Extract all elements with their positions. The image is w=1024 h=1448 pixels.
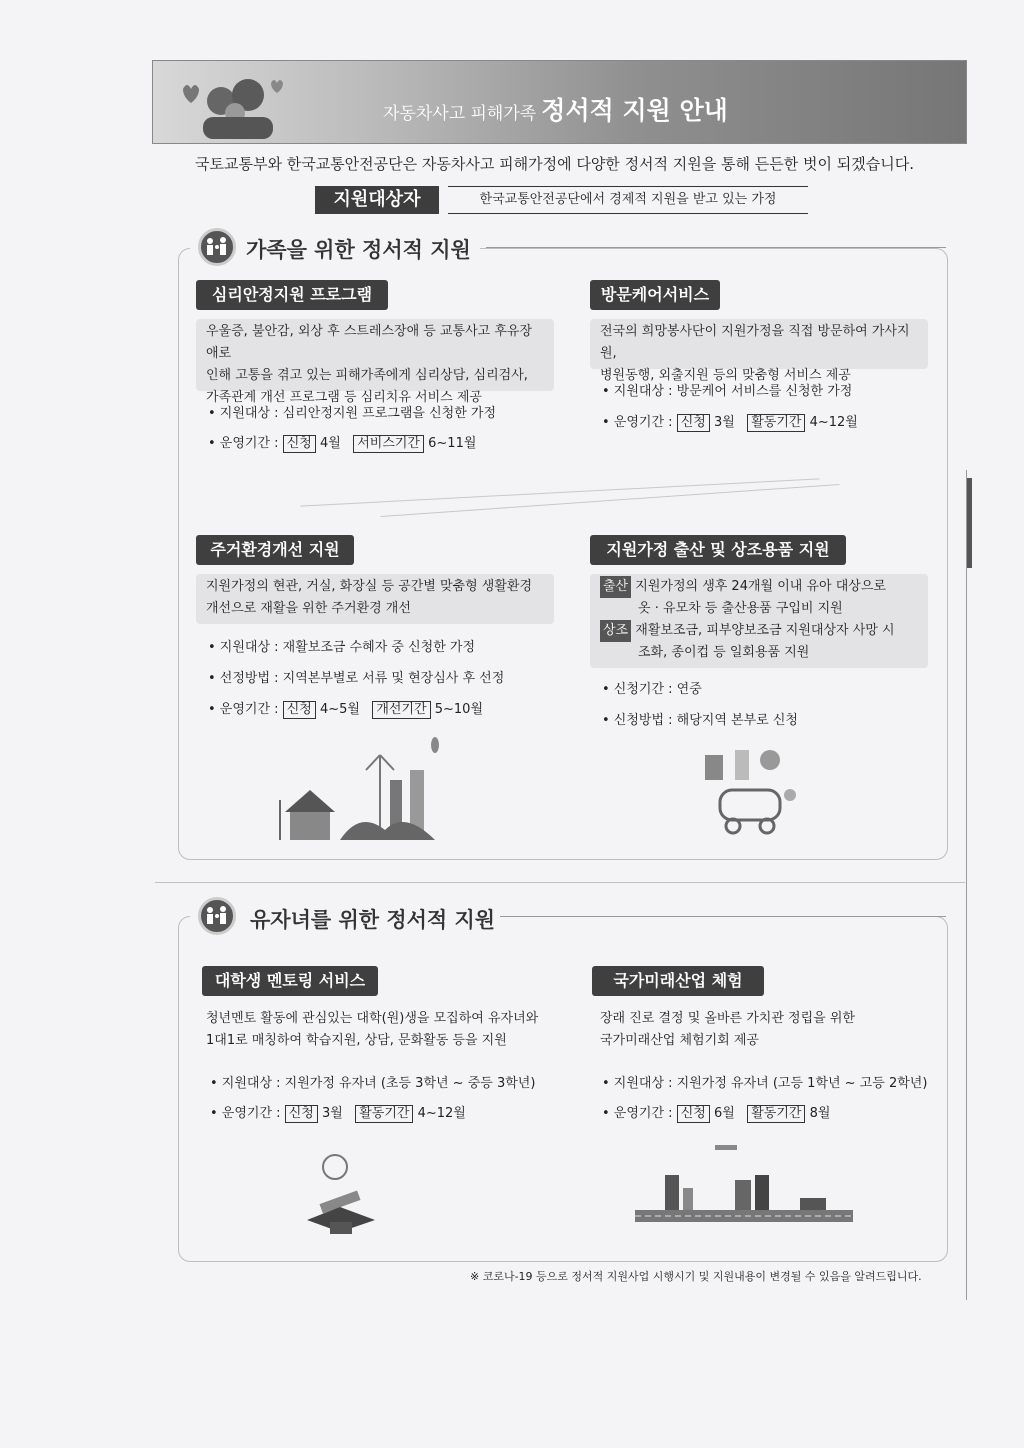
period-prefix: • 운영기간 : xyxy=(210,1106,281,1121)
period-prefix: • 운영기간 : xyxy=(208,436,279,451)
industry-title: 국가미래산업 체험 xyxy=(592,966,764,996)
funeral-tag: 상조 xyxy=(600,620,631,642)
psych-program-title: 심리안정지원 프로그램 xyxy=(196,280,388,310)
apply-tag: 신청 xyxy=(677,1105,710,1123)
housing-period xyxy=(208,698,483,719)
birth-funeral-title: 지원가정 출산 및 상조용품 지원 xyxy=(590,535,846,565)
apply-tag: 신청 xyxy=(283,435,316,453)
housing-title: 주거환경개선 지원 xyxy=(196,535,354,565)
funeral-line xyxy=(600,620,918,642)
apply-tag: 신청 xyxy=(677,414,710,432)
housing-desc-line: 지원가정의 현관, 거실, 화장실 등 공간별 맞춤형 생활환경 xyxy=(206,579,533,594)
birth-text-cont: 옷 · 유모차 등 출산용품 구입비 지원 xyxy=(638,601,843,616)
target-label: 지원대상자 xyxy=(315,186,439,214)
banner-title-small: 자동차사고 피해가족 xyxy=(383,104,537,124)
family-section-title: 가족을 위한 정서적 지원 xyxy=(246,238,471,262)
visit-care-desc xyxy=(590,319,928,383)
birth-tag: 출산 xyxy=(600,576,631,598)
apply-value: 6월 xyxy=(713,1106,735,1121)
activity-period-value: 4~12월 xyxy=(417,1106,466,1121)
visit-care-title: 방문케어서비스 xyxy=(590,280,720,310)
apply-value: 3월 xyxy=(321,1106,343,1121)
activity-period-tag: 활동기간 xyxy=(355,1105,413,1123)
psych-program-desc xyxy=(196,319,554,405)
intro-text: 국토교통부와 한국교통안전공단은 자동차사고 피해가정에 다양한 정서적 지원을 통해 든든한 벗이 되겠습니다. xyxy=(195,155,914,173)
housing-select: • 선정방법 : 지역본부별로 서류 및 현장심사 후 선정 xyxy=(208,671,505,686)
service-period-tag: 서비스기간 xyxy=(353,435,424,453)
apply-value: 4월 xyxy=(319,436,341,451)
family-illustration xyxy=(163,67,293,139)
industry-target: • 지원대상 : 지원가정 유자녀 (고등 1학년 ~ 고등 2학년) xyxy=(602,1076,928,1091)
industry-period xyxy=(602,1102,830,1123)
mentoring-desc xyxy=(196,1006,554,1056)
graduation-cap-illustration xyxy=(295,1142,395,1242)
banner-title-big: 정서적 지원 안내 xyxy=(541,96,728,125)
visit-desc-line: 병원동행, 외출지원 등의 맞춤형 서비스 제공 xyxy=(600,368,851,383)
housing-target: • 지원대상 : 재활보조금 수혜자 중 신청한 가정 xyxy=(208,640,476,655)
visit-period xyxy=(602,411,858,432)
activity-period-tag: 활동기간 xyxy=(747,1105,805,1123)
birth-line xyxy=(600,576,918,598)
period-prefix: • 운영기간 : xyxy=(208,702,279,717)
baby-goods-illustration xyxy=(695,740,805,840)
industry-desc xyxy=(590,1006,928,1056)
birth-apply-period: • 신청기간 : 연중 xyxy=(602,682,702,697)
industry-desc-line: 장래 진로 결정 및 올바른 가치관 정립을 위한 xyxy=(600,1011,855,1026)
activity-period-tag: 활동기간 xyxy=(747,414,805,432)
service-period-value: 6~11월 xyxy=(428,436,477,451)
birth-apply-method: • 신청방법 : 해당지역 본부로 신청 xyxy=(602,713,798,728)
family-section-rule xyxy=(486,247,946,248)
apply-value: 3월 xyxy=(713,415,735,430)
housing-desc-line: 개선으로 재활을 위한 주거환경 개선 xyxy=(206,601,411,616)
children-section-title: 유자녀를 위한 정서적 지원 xyxy=(250,908,496,932)
visit-desc-line: 전국의 희망봉사단이 지원가정을 직접 방문하여 가사지원, xyxy=(600,324,910,361)
birth-funeral-desc xyxy=(590,574,928,668)
period-prefix: • 운영기간 : xyxy=(602,415,673,430)
children-section-rule xyxy=(500,916,946,917)
banner-title xyxy=(383,91,728,127)
birth-text: 지원가정의 생후 24개월 이내 유아 대상으로 xyxy=(635,579,886,594)
apply-tag: 신청 xyxy=(285,1105,318,1123)
mentoring-desc-line: 1대1로 매칭하여 학습지원, 상담, 문화활동 등을 지원 xyxy=(206,1033,507,1048)
improve-period-value: 5~10월 xyxy=(434,702,483,717)
mentoring-desc-line: 청년멘토 활동에 관심있는 대학(원)생을 모집하여 유자녀와 xyxy=(206,1011,539,1026)
apply-tag: 신청 xyxy=(283,701,316,719)
target-description: 한국교통안전공단에서 경제적 지원을 받고 있는 가정 xyxy=(448,186,808,214)
mentoring-target: • 지원대상 : 지원가정 유자녀 (초등 3학년 ~ 중등 3학년) xyxy=(210,1076,536,1091)
psych-desc-line: 인해 고통을 겪고 있는 피해가족에게 심리상담, 심리검사, xyxy=(206,368,528,383)
mentoring-period xyxy=(210,1102,466,1123)
covid-notice: ※ 코로나-19 등으로 정서적 지원사업 시행시기 및 지원내용이 변경될 수 있음을 알려드립니다. xyxy=(470,1270,922,1283)
header-banner xyxy=(152,60,967,144)
activity-period-value: 8월 xyxy=(809,1106,831,1121)
housing-desc xyxy=(196,574,554,624)
house-factory-illustration xyxy=(270,730,470,845)
psych-period xyxy=(208,432,476,453)
psych-target: • 지원대상 : 심리안정지원 프로그램을 신청한 가정 xyxy=(208,406,497,421)
industry-desc-line: 국가미래산업 체험기회 제공 xyxy=(600,1033,759,1048)
period-prefix: • 운영기간 : xyxy=(602,1106,673,1121)
funeral-text: 재활보조금, 피부양보조금 지원대상자 사망 시 xyxy=(635,623,895,638)
psych-desc-line: 우울증, 불안감, 외상 후 스트레스장애 등 교통사고 후유장애로 xyxy=(206,324,533,361)
children-icon xyxy=(198,897,236,935)
apply-value: 4~5월 xyxy=(319,702,360,717)
family-icon xyxy=(198,228,236,266)
section-divider xyxy=(155,882,965,883)
psych-desc-line: 가족관계 개선 프로그램 등 심리치유 서비스 제공 xyxy=(206,390,482,405)
funeral-text-cont: 조화, 종이컵 등 일회용품 지원 xyxy=(638,645,810,660)
page-edge-line xyxy=(966,470,967,1300)
improve-period-tag: 개선기간 xyxy=(372,701,430,719)
activity-period-value: 4~12월 xyxy=(809,415,858,430)
visit-target: • 지원대상 : 방문케어 서비스를 신청한 가정 xyxy=(602,384,853,399)
cityscape-illustration xyxy=(635,1140,855,1225)
mentoring-title: 대학생 멘토링 서비스 xyxy=(202,966,378,996)
